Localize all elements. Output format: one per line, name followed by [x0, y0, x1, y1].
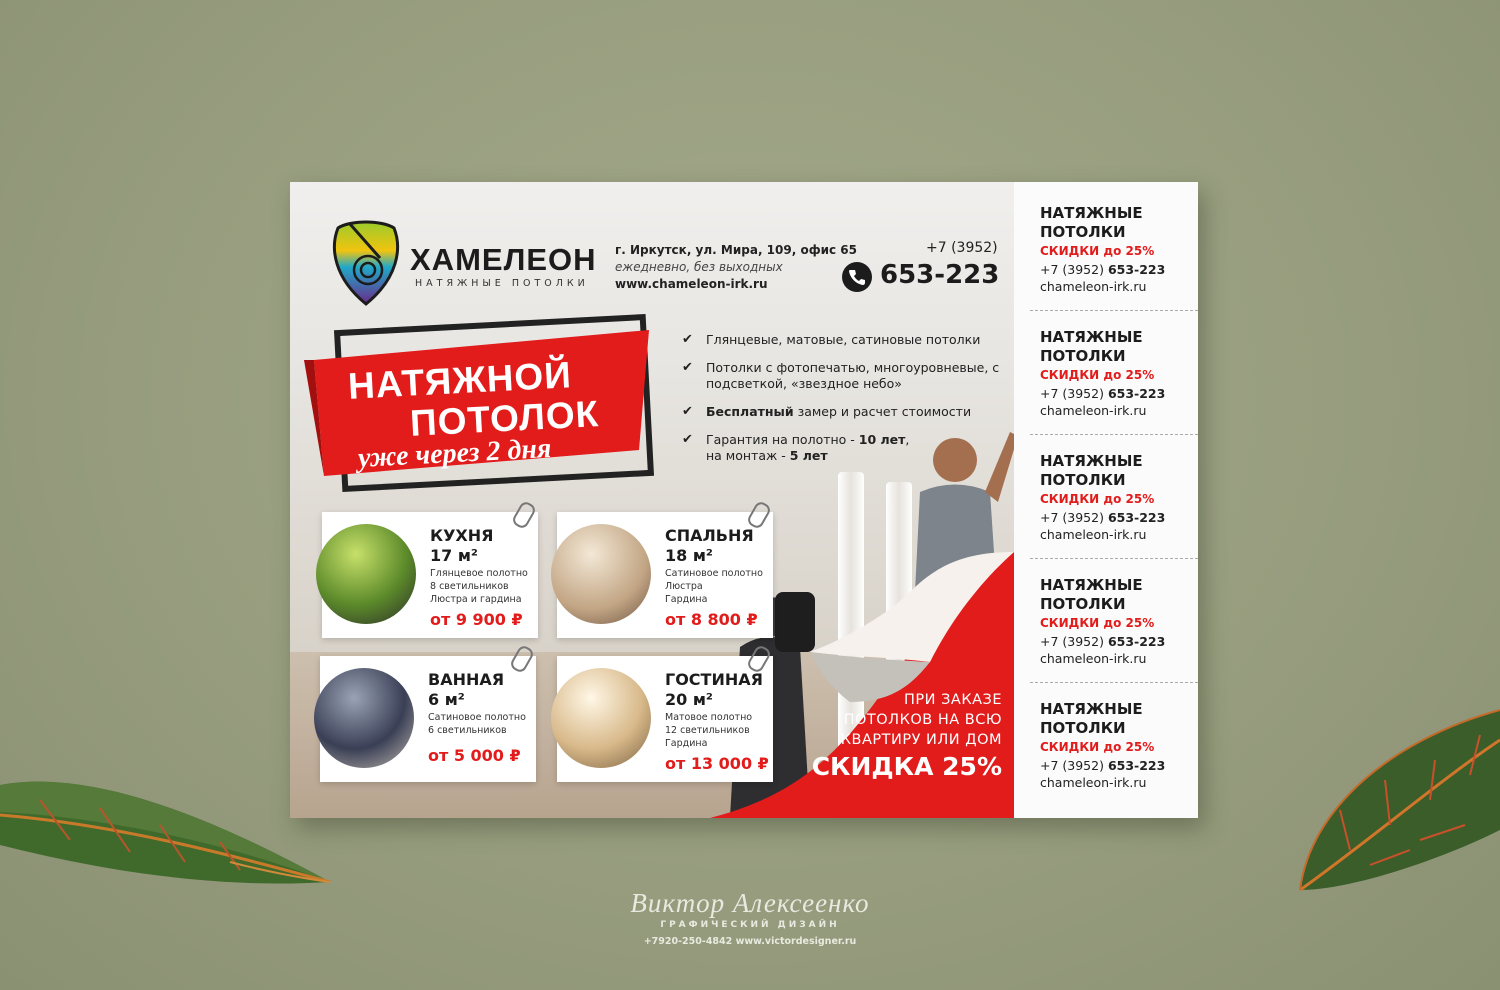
banner-line-3: уже через 2 дня: [357, 432, 553, 475]
coupon-title: НАТЯЖНЫЕ: [1040, 452, 1143, 470]
room-card-living-room: [557, 656, 773, 782]
company-website[interactable]: www.chameleon-irk.ru: [615, 277, 768, 291]
coupon-discount: СКИДКИ до 25%: [1040, 616, 1155, 630]
company-hours: ежедневно, без выходных: [615, 260, 783, 274]
coupon-discount: СКИДКИ до 25%: [1040, 368, 1155, 382]
flyer-main-panel: [290, 182, 1014, 818]
features-list: [682, 332, 1002, 476]
leaf-left-image: [0, 770, 340, 900]
coupon-title: НАТЯЖНЫЕ: [1040, 576, 1143, 594]
coupon-title: ПОТОЛКИ: [1040, 223, 1126, 241]
coupon-phone: +7 (3952) 653-223: [1040, 386, 1166, 401]
coupon-phone: +7 (3952) 653-223: [1040, 758, 1166, 773]
room-price: от 9 900 ₽: [430, 610, 523, 629]
phone-number[interactable]: 653-223: [880, 260, 1000, 290]
check-icon: ✔: [682, 432, 693, 447]
room-detail: 8 светильников: [430, 581, 509, 592]
promo-discount: СКИДКА 25%: [811, 752, 1002, 781]
room-price: от 8 800 ₽: [665, 610, 758, 629]
coupon-title: ПОТОЛКИ: [1040, 719, 1126, 737]
promo-line-1: ПРИ ЗАКАЗЕ: [904, 692, 1002, 708]
coupon-site: chameleon-irk.ru: [1040, 527, 1147, 542]
room-name: СПАЛЬНЯ: [665, 526, 754, 545]
coupon: [1014, 190, 1198, 308]
room-card-bathroom: [320, 656, 536, 782]
room-detail: Люстра и гардина: [430, 594, 522, 605]
flyer: [290, 182, 1198, 818]
company-tagline: НАТЯЖНЫЕ ПОТОЛКИ: [415, 278, 589, 289]
coupon-title: ПОТОЛКИ: [1040, 347, 1126, 365]
room-price: от 13 000 ₽: [665, 754, 769, 773]
feature-item: ✔ Потолки с фотопечатью, многоуровневые, с подсветкой, «звездное небо»: [682, 360, 1000, 391]
banner-line-1: НАТЯЖНОЙ: [347, 354, 573, 407]
promo-line-2: ПОТОЛКОВ НА ВСЮ: [843, 712, 1002, 728]
room-card-kitchen: [322, 512, 538, 638]
phone-icon: [842, 262, 872, 292]
coupon-discount: СКИДКИ до 25%: [1040, 492, 1155, 506]
room-card-bedroom: [557, 512, 773, 638]
company-address-block: [615, 242, 857, 293]
coupon-phone: +7 (3952) 653-223: [1040, 510, 1166, 525]
room-detail: Сатиновое полотно: [428, 712, 526, 723]
coupon: [1014, 438, 1198, 556]
kitchen-photo-image: [316, 524, 416, 624]
leaf-right-image: [1290, 700, 1500, 900]
coupon: [1014, 686, 1198, 804]
coupon-title: ПОТОЛКИ: [1040, 471, 1126, 489]
room-detail: Глянцевое полотно: [430, 568, 528, 579]
coupon-discount: СКИДКИ до 25%: [1040, 244, 1155, 258]
feature-item: ✔ Бесплатный замер и расчет стоимости: [682, 404, 972, 419]
coupon-title: НАТЯЖНЫЕ: [1040, 204, 1143, 222]
coupon: [1014, 562, 1198, 680]
designer-contacts: +7920-250-4842 www.victordesigner.ru: [643, 936, 857, 947]
room-detail: Люстра: [665, 581, 703, 592]
coupon-cut-line: [1030, 682, 1198, 683]
coupon-site: chameleon-irk.ru: [1040, 775, 1147, 790]
living-room-photo-image: [551, 668, 651, 768]
room-name: ГОСТИНАЯ: [665, 670, 763, 689]
coupon-site: chameleon-irk.ru: [1040, 651, 1147, 666]
banner-line-2: ПОТОЛОК: [409, 393, 601, 444]
bathroom-photo-image: [314, 668, 414, 768]
coupon-title: НАТЯЖНЫЕ: [1040, 700, 1143, 718]
check-icon: ✔: [682, 404, 693, 419]
company-address: г. Иркутск, ул. Мира, 109, офис 65: [615, 243, 858, 257]
coupon-title: НАТЯЖНЫЕ: [1040, 328, 1143, 346]
bedroom-photo-image: [551, 524, 651, 624]
feature-item: ✔ Гарантия на полотно - 10 лет, на монтаж - 5 лет: [682, 432, 910, 463]
coupon-cut-line: [1030, 310, 1198, 311]
company-name: ХАМЕЛЕОН: [410, 242, 597, 277]
designer-role: ГРАФИЧЕСКИЙ ДИЗАЙН: [660, 920, 840, 930]
room-detail: 12 светильников: [665, 725, 750, 736]
designer-signature: Виктор Алексеенко: [630, 888, 870, 918]
phone-code: +7 (3952): [926, 240, 998, 256]
room-detail: Сатиновое полотно: [665, 568, 763, 579]
room-area: 18 м²: [665, 546, 713, 565]
room-detail: Гардина: [665, 738, 708, 749]
coupon-cut-line: [1030, 558, 1198, 559]
coupon-site: chameleon-irk.ru: [1040, 279, 1147, 294]
room-detail: 6 светильников: [428, 725, 507, 736]
room-detail: Матовое полотно: [665, 712, 753, 723]
coupon-phone: +7 (3952) 653-223: [1040, 634, 1166, 649]
coupon-discount: СКИДКИ до 25%: [1040, 740, 1155, 754]
room-name: КУХНЯ: [430, 526, 494, 545]
feature-item: ✔ Глянцевые, матовые, сатиновые потолки: [682, 332, 981, 347]
chameleon-logo-icon: [330, 218, 402, 310]
room-price: от 5 000 ₽: [428, 746, 521, 765]
check-icon: ✔: [682, 360, 693, 375]
room-area: 17 м²: [430, 546, 478, 565]
coupon-phone: +7 (3952) 653-223: [1040, 262, 1166, 277]
coupon: [1014, 314, 1198, 432]
coupon-strip: [1014, 182, 1198, 818]
check-icon: ✔: [682, 332, 693, 347]
coupon-title: ПОТОЛКИ: [1040, 595, 1126, 613]
room-detail: Гардина: [665, 594, 708, 605]
room-area: 6 м²: [428, 690, 465, 709]
coupon-cut-line: [1030, 434, 1198, 435]
promo-line-3: КВАРТИРУ ИЛИ ДОМ: [840, 732, 1002, 748]
room-area: 20 м²: [665, 690, 713, 709]
coupon-site: chameleon-irk.ru: [1040, 403, 1147, 418]
room-name: ВАННАЯ: [428, 670, 505, 689]
